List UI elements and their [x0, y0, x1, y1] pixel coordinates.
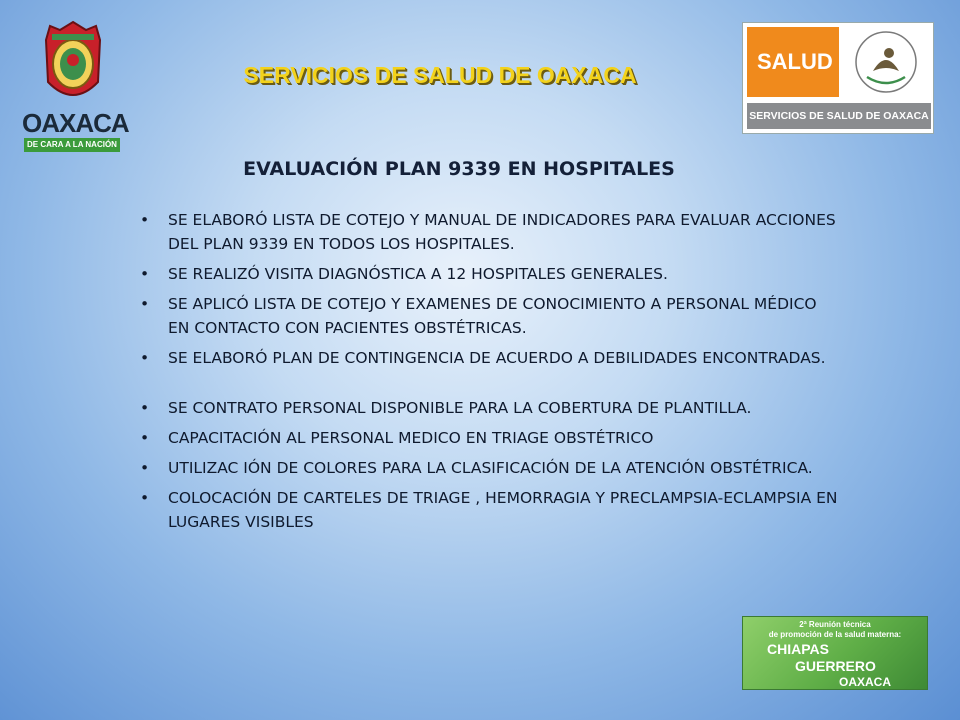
bullet-item: • SE REALIZÓ VISITA DIAGNÓSTICA A 12 HOSPITALES GENERALES.	[138, 262, 838, 286]
slide-heading: EVALUACIÓN PLAN 9339 EN HOSPITALES	[243, 158, 675, 180]
bullet-item: • SE APLICÓ LISTA DE COTEJO Y EXAMENES DE CONOCIMIENTO A PERSONAL MÉDICO EN CONTACTO CON PACIENTES OBSTÉTRICAS.	[138, 292, 838, 340]
badge-state-oaxaca: OAXACA	[839, 675, 892, 689]
salud-label: SALUD	[757, 49, 833, 74]
bullet-item: • SE CONTRATO PERSONAL DISPONIBLE PARA LA COBERTURA DE PLANTILLA.	[138, 396, 838, 420]
mexico-seal-icon	[843, 27, 929, 97]
salud-bar-text: SERVICIOS DE SALUD DE OAXACA	[747, 103, 931, 129]
bullet-list	[138, 208, 838, 540]
badge-line-2: de promoción de la salud materna:	[768, 630, 902, 639]
badge-line-1: 2ª Reunión técnica	[799, 620, 871, 629]
badge-state-guerrero: GUERRERO	[795, 658, 876, 674]
oaxaca-logo-word: OAXACA	[22, 108, 129, 138]
bullet-item: • CAPACITACIÓN AL PERSONAL MEDICO EN TRIAGE OBSTÉTRICO	[138, 426, 838, 450]
salud-logo	[742, 22, 934, 134]
salud-orange-panel	[747, 27, 839, 97]
organization-title: SERVICIOS DE SALUD DE OAXACA	[243, 62, 637, 88]
oaxaca-logo-tagline: DE CARA A LA NACIÓN	[24, 138, 120, 152]
badge-state-chiapas: CHIAPAS	[767, 641, 829, 657]
bullet-item: • SE ELABORÓ PLAN DE CONTINGENCIA DE ACUERDO A DEBILIDADES ENCONTRADAS.	[138, 346, 838, 370]
bullet-item: • COLOCACIÓN DE CARTELES DE TRIAGE , HEMORRAGIA Y PRECLAMPSIA-ECLAMPSIA EN LUGARES VISIBLES	[138, 486, 838, 534]
bullet-item: • UTILIZAC IÓN DE COLORES PARA LA CLASIFICACIÓN DE LA ATENCIÓN OBSTÉTRICA.	[138, 456, 838, 480]
conference-badge	[742, 616, 928, 690]
bullet-item: • SE ELABORÓ LISTA DE COTEJO Y MANUAL DE INDICADORES PARA EVALUAR ACCIONES DEL PLAN 9339 EN TODOS LOS HOSPITALES.	[138, 208, 838, 256]
